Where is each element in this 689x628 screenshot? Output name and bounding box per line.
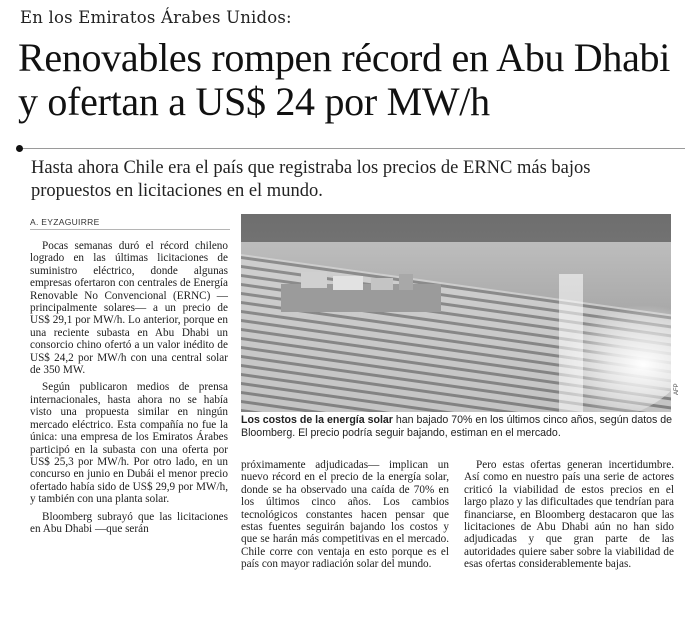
caption-text: han bajado 70% en los últimos cinco años, según datos de Bloomberg. El precio podría seguir bajando, estiman en el mercado. [241, 414, 673, 439]
headline: Renovables rompen récord en Abu Dhabi y ofertan a US$ 24 por MW/h [18, 35, 671, 124]
paragraph: próximamente adjudicadas— implican un nuevo récord en el precio de la energía solar, donde se ha observado una caída de 70% en los últimos cinco años. Los cambios tecnológicos constantes hacen pensar que estas fuentes seguirán bajando los costos y que se harán más competitivas en el mercado. Chile corre con ventaja en esto porque es el país con mayor radiación solar del mundo. [241, 459, 449, 571]
paragraph: Según publicaron medios de prensa internacionales, hasta ahora no se había visto una propuesta similar en ningún mercado eléctrico. Esta compañía no fue la única: una empresa de los Emiratos Árabes participó en la subasta con una oferta por US$ 25,3 por MW/h. Por otro lado, en un concurso en junio en Dubái el menor precio ofertado había sido de US$ 29,9 por MW/h, y también con una planta solar. [30, 381, 228, 506]
byline: A. EYZAGUIRRE [30, 217, 100, 227]
photo-credit: AFP [674, 383, 680, 395]
photo-caption [241, 414, 673, 440]
deck: Hasta ahora Chile era el país que registraba los precios de ERNC más bajos propuestos en licitaciones en el mundo. [31, 158, 591, 201]
column-1 [30, 240, 228, 540]
bullet-dot [16, 145, 23, 152]
solar-plant-photo [241, 214, 671, 412]
paragraph: Bloomberg subrayó que las licitaciones en Abu Dhabi —que serán [30, 510, 228, 535]
paragraph: Pocas semanas duró el récord chileno logrado en las últimas licitaciones de suministro eléctrico, donde algunas empresas ofertaron con centrales de Energía Renovable No Convencional (ERNC) —principalmente solares— a un precio de US$ 29,1 por MW/h. Lo anterior, porque en una reciente subasta en Abu Dhabi un consorcio chino ofertó a un valor inédito de US$ 24,2 por MW/h con una central solar de 350 MW. [30, 240, 228, 377]
column-3 [464, 459, 674, 576]
column-2 [241, 459, 449, 576]
caption-lead: Los costos de la energía solar [241, 414, 393, 426]
separator-rule [20, 148, 685, 149]
byline-rule [30, 229, 230, 230]
paragraph: Pero estas ofertas generan incertidumbre. Así como en nuestro país una serie de actores criticó la viabilidad de estos precios en el largo plazo y las dificultades que tendrían para financiarse, en Bloomberg destacaron que las licitaciones de Abu Dhabi aún no han sido adjudicadas y que gran parte de las autoridades quiere saber sobre la viabilidad de esas ofertas considerablemente bajas. [464, 459, 674, 571]
kicker: En los Emiratos Árabes Unidos: [20, 8, 292, 27]
